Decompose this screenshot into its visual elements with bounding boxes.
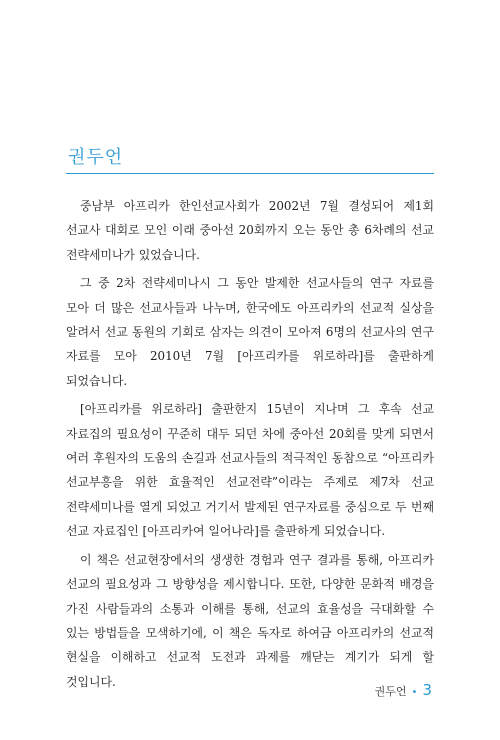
- paragraph-1: 중남부 아프리카 한인선교사회가 2002년 7월 결성되어 제1회 선교사 대회로 모인 이래 중아선 20회까지 오는 동안 총 6차례의 선교 전략세미나가 있었습니다.: [66, 199, 434, 262]
- paragraph-4: 이 책은 선교현장에서의 생생한 경험과 연구 결과를 통해, 아프리카 선교의 필요성과 그 방향성을 제시합니다. 또한, 다양한 문화적 배경을 가진 사람들과의 소통과 이해를 통해, 선교의 효율성을 극대화할 수 있는 방법들을 모색하기에, 이 책은 독자로 하여금 아프리카의 선교적 현실을 이해하고 선교적 도전과 과제를 깨닫는 계기가 되게 할 것입니다.: [66, 552, 434, 689]
- running-title: 권두언: [374, 685, 407, 698]
- page-footer: [375, 681, 432, 699]
- section-heading: [66, 146, 434, 174]
- body-text: [66, 194, 434, 698]
- paragraph-2: 그 중 2차 전략세미나시 그 동안 발제한 선교사들의 연구 자료를 모아 더 많은 선교사들과 나누며, 한국에도 아프리카의 선교적 실상을 알려서 선교 동원의 기회로 삼자는 의견이 모아져 6명의 선교사의 연구 자료를 모아 2010년 7월 [아프리카를 위로하라]를 출판하게 되었습니다.: [66, 276, 434, 388]
- footer-bullet-separator: •: [411, 687, 418, 698]
- page-number: 3: [422, 681, 432, 699]
- paragraph-3: [아프리카를 위로하라] 출판한지 15년이 지나며 그 후속 선교 자료집의 필요성이 꾸준히 대두 되던 차에 중아선 20회를 맞게 되면서 여러 후원자의 도움의 손길과 선교사들의 적극적인 동참으로 “아프리카 선교부흥을 위한 효율적인 선교전략”이라는 주제로 제7차 선교 전략세미나를 열게 되었고 거기서 발제된 연구자료를 중심으로 두 번째 선교 자료집인 [아프리카여 일어나라]를 출판하게 되었습니다.: [66, 402, 434, 539]
- page-title: 권두언: [68, 147, 124, 168]
- heading-underline-divider: [66, 173, 434, 174]
